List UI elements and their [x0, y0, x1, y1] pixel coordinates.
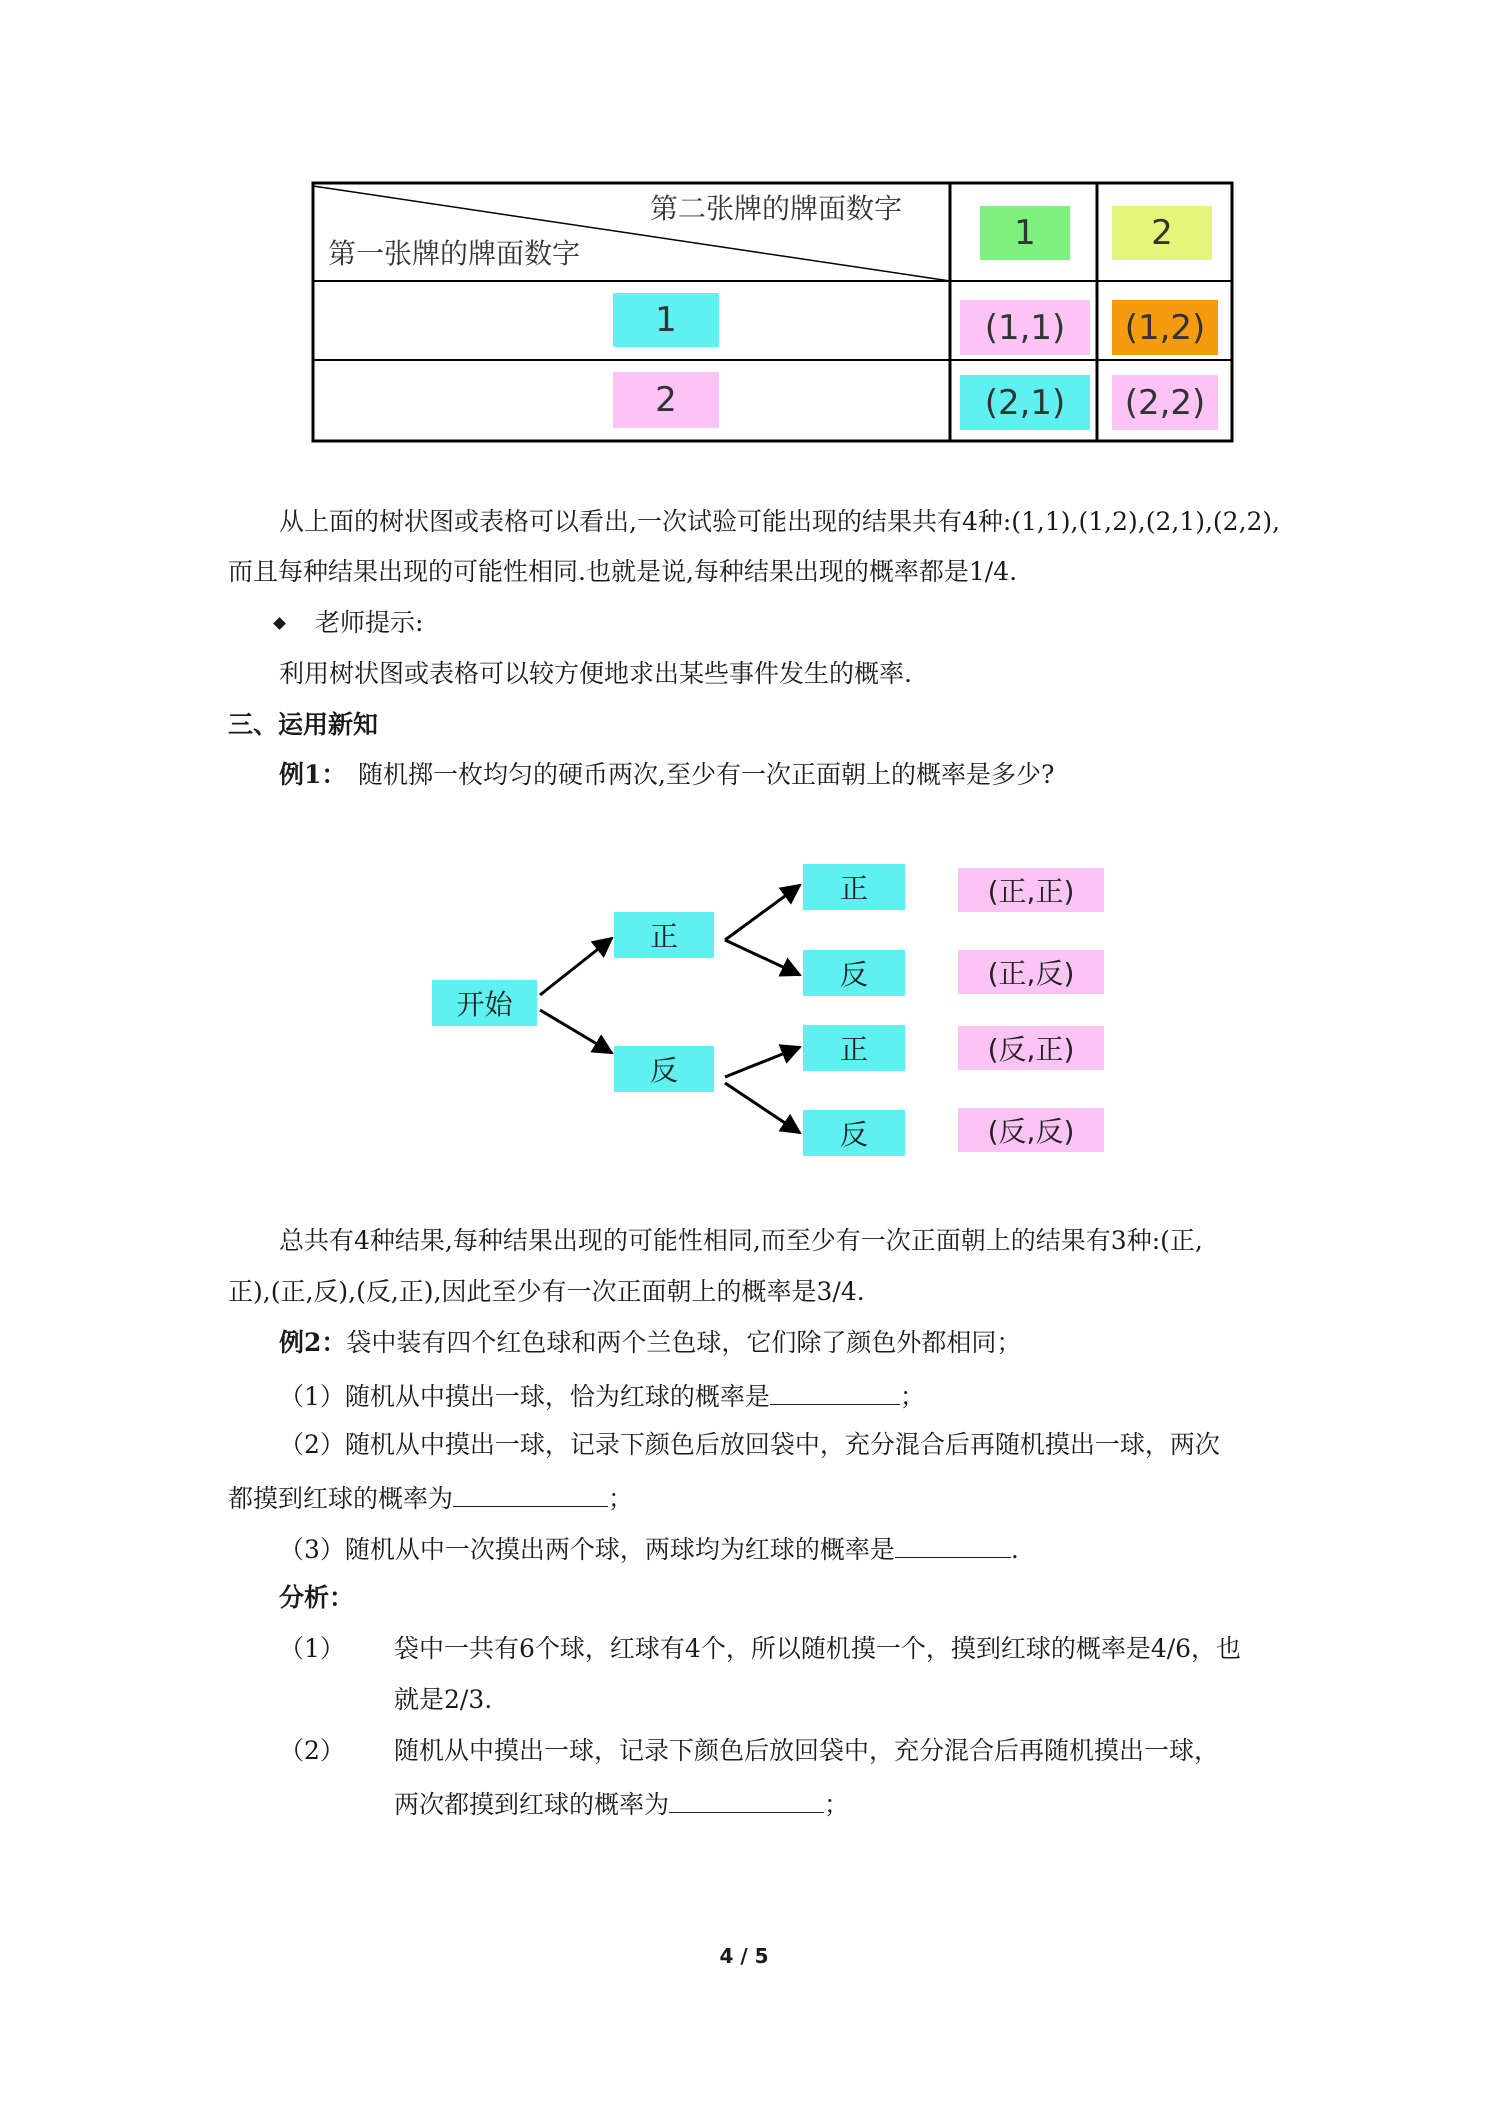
question1 — [279, 1378, 925, 1413]
tip-label: 老师提示: — [315, 608, 424, 637]
cell-1-2: (1,2) — [1112, 300, 1218, 355]
row-header-1: 1 — [613, 293, 719, 347]
outcome-table — [0, 0, 1488, 460]
question1-end: ； — [899, 1382, 925, 1411]
table-header-bottom: 第一张牌的牌面数字 — [328, 237, 581, 270]
tree-level2-node: 反 — [803, 1110, 905, 1156]
analysis1-number: （1） — [279, 1634, 345, 1663]
question3-end: . — [1010, 1535, 1019, 1564]
table-grid — [0, 0, 1488, 460]
para1-line2: 而且每种结果出现的可能性相同.也就是说,每种结果出现的概率都是1/4. — [228, 557, 1018, 586]
tree-diagram — [0, 850, 1488, 1180]
analysis1-line2: 就是2/3. — [394, 1685, 493, 1714]
tree-level1-heads: 正 — [614, 912, 714, 958]
para2-line1: 总共有4种结果,每种结果出现的可能性相同,而至少有一次正面朝上的结果有3种:(正, — [279, 1226, 1203, 1255]
analysis2-number: （2） — [279, 1736, 345, 1765]
answer-blank[interactable] — [669, 1786, 824, 1813]
analysis2-line1: 随机从中摸出一球，记录下颜色后放回袋中，充分混合后再随机摸出一球， — [394, 1736, 1220, 1765]
cell-2-2: (2,2) — [1112, 375, 1218, 430]
answer-blank[interactable] — [770, 1378, 900, 1405]
answer-blank[interactable] — [895, 1531, 1011, 1558]
question3 — [279, 1531, 1019, 1566]
section-heading: 三、运用新知 — [228, 710, 379, 739]
tree-result: (反,正) — [958, 1026, 1104, 1070]
analysis2-line2 — [394, 1786, 849, 1821]
col-header-2: 2 — [1112, 206, 1212, 260]
question2-text: 都摸到红球的概率为 — [228, 1484, 454, 1513]
col-header-1: 1 — [980, 206, 1070, 260]
example2 — [279, 1327, 1021, 1359]
page-number: 4 / 5 — [719, 1944, 769, 1968]
question3-text: （3）随机从中一次摸出两个球，两球均为红球的概率是 — [279, 1535, 895, 1564]
row-header-2: 2 — [613, 372, 719, 428]
example1-text: 随机掷一枚均匀的硬币两次,至少有一次正面朝上的概率是多少? — [358, 760, 1055, 789]
example2-text: 袋中装有四个红色球和两个兰色球，它们除了颜色外都相同； — [346, 1328, 1022, 1357]
tree-result: (正,正) — [958, 868, 1104, 912]
tree-result: (反,反) — [958, 1108, 1104, 1152]
example1-label: 例1： — [279, 760, 347, 789]
question1-text: （1）随机从中摸出一球，恰为红球的概率是 — [279, 1382, 770, 1411]
para2-line2: 正),(正,反),(反,正),因此至少有一次正面朝上的概率是3/4. — [228, 1277, 865, 1306]
analysis2-text: 两次都摸到红球的概率为 — [394, 1790, 670, 1819]
tree-level2-node: 正 — [803, 1025, 905, 1071]
tree-start: 开始 — [432, 980, 537, 1026]
analysis-label: 分析： — [279, 1583, 355, 1612]
tree-level2-node: 正 — [803, 864, 905, 910]
cell-1-1: (1,1) — [960, 300, 1090, 355]
para1-line1: 从上面的树状图或表格可以看出,一次试验可能出现的结果共有4种:(1,1),(1,2),(2,1),(2,2), — [279, 507, 1281, 536]
tree-result: (正,反) — [958, 950, 1104, 994]
example2-label: 例2： — [279, 1328, 347, 1357]
tree-level1-tails: 反 — [614, 1046, 714, 1092]
question2-line1: （2）随机从中摸出一球，记录下颜色后放回袋中，充分混合后再随机摸出一球，两次 — [279, 1430, 1220, 1459]
table-header-top: 第二张牌的牌面数字 — [650, 192, 903, 225]
analysis2-end: ； — [824, 1790, 850, 1819]
diamond-bullet-icon — [273, 617, 286, 630]
answer-blank[interactable] — [453, 1480, 608, 1507]
tree-arrows — [0, 850, 1488, 1180]
question2-end: ； — [608, 1484, 634, 1513]
question2-line2 — [228, 1480, 633, 1515]
analysis1-line1: 袋中一共有6个球，红球有4个，所以随机摸一个，摸到红球的概率是4/6，也 — [394, 1634, 1242, 1663]
tip-text: 利用树状图或表格可以较方便地求出某些事件发生的概率. — [279, 659, 912, 688]
tree-level2-node: 反 — [803, 950, 905, 996]
cell-2-1: (2,1) — [960, 375, 1090, 430]
